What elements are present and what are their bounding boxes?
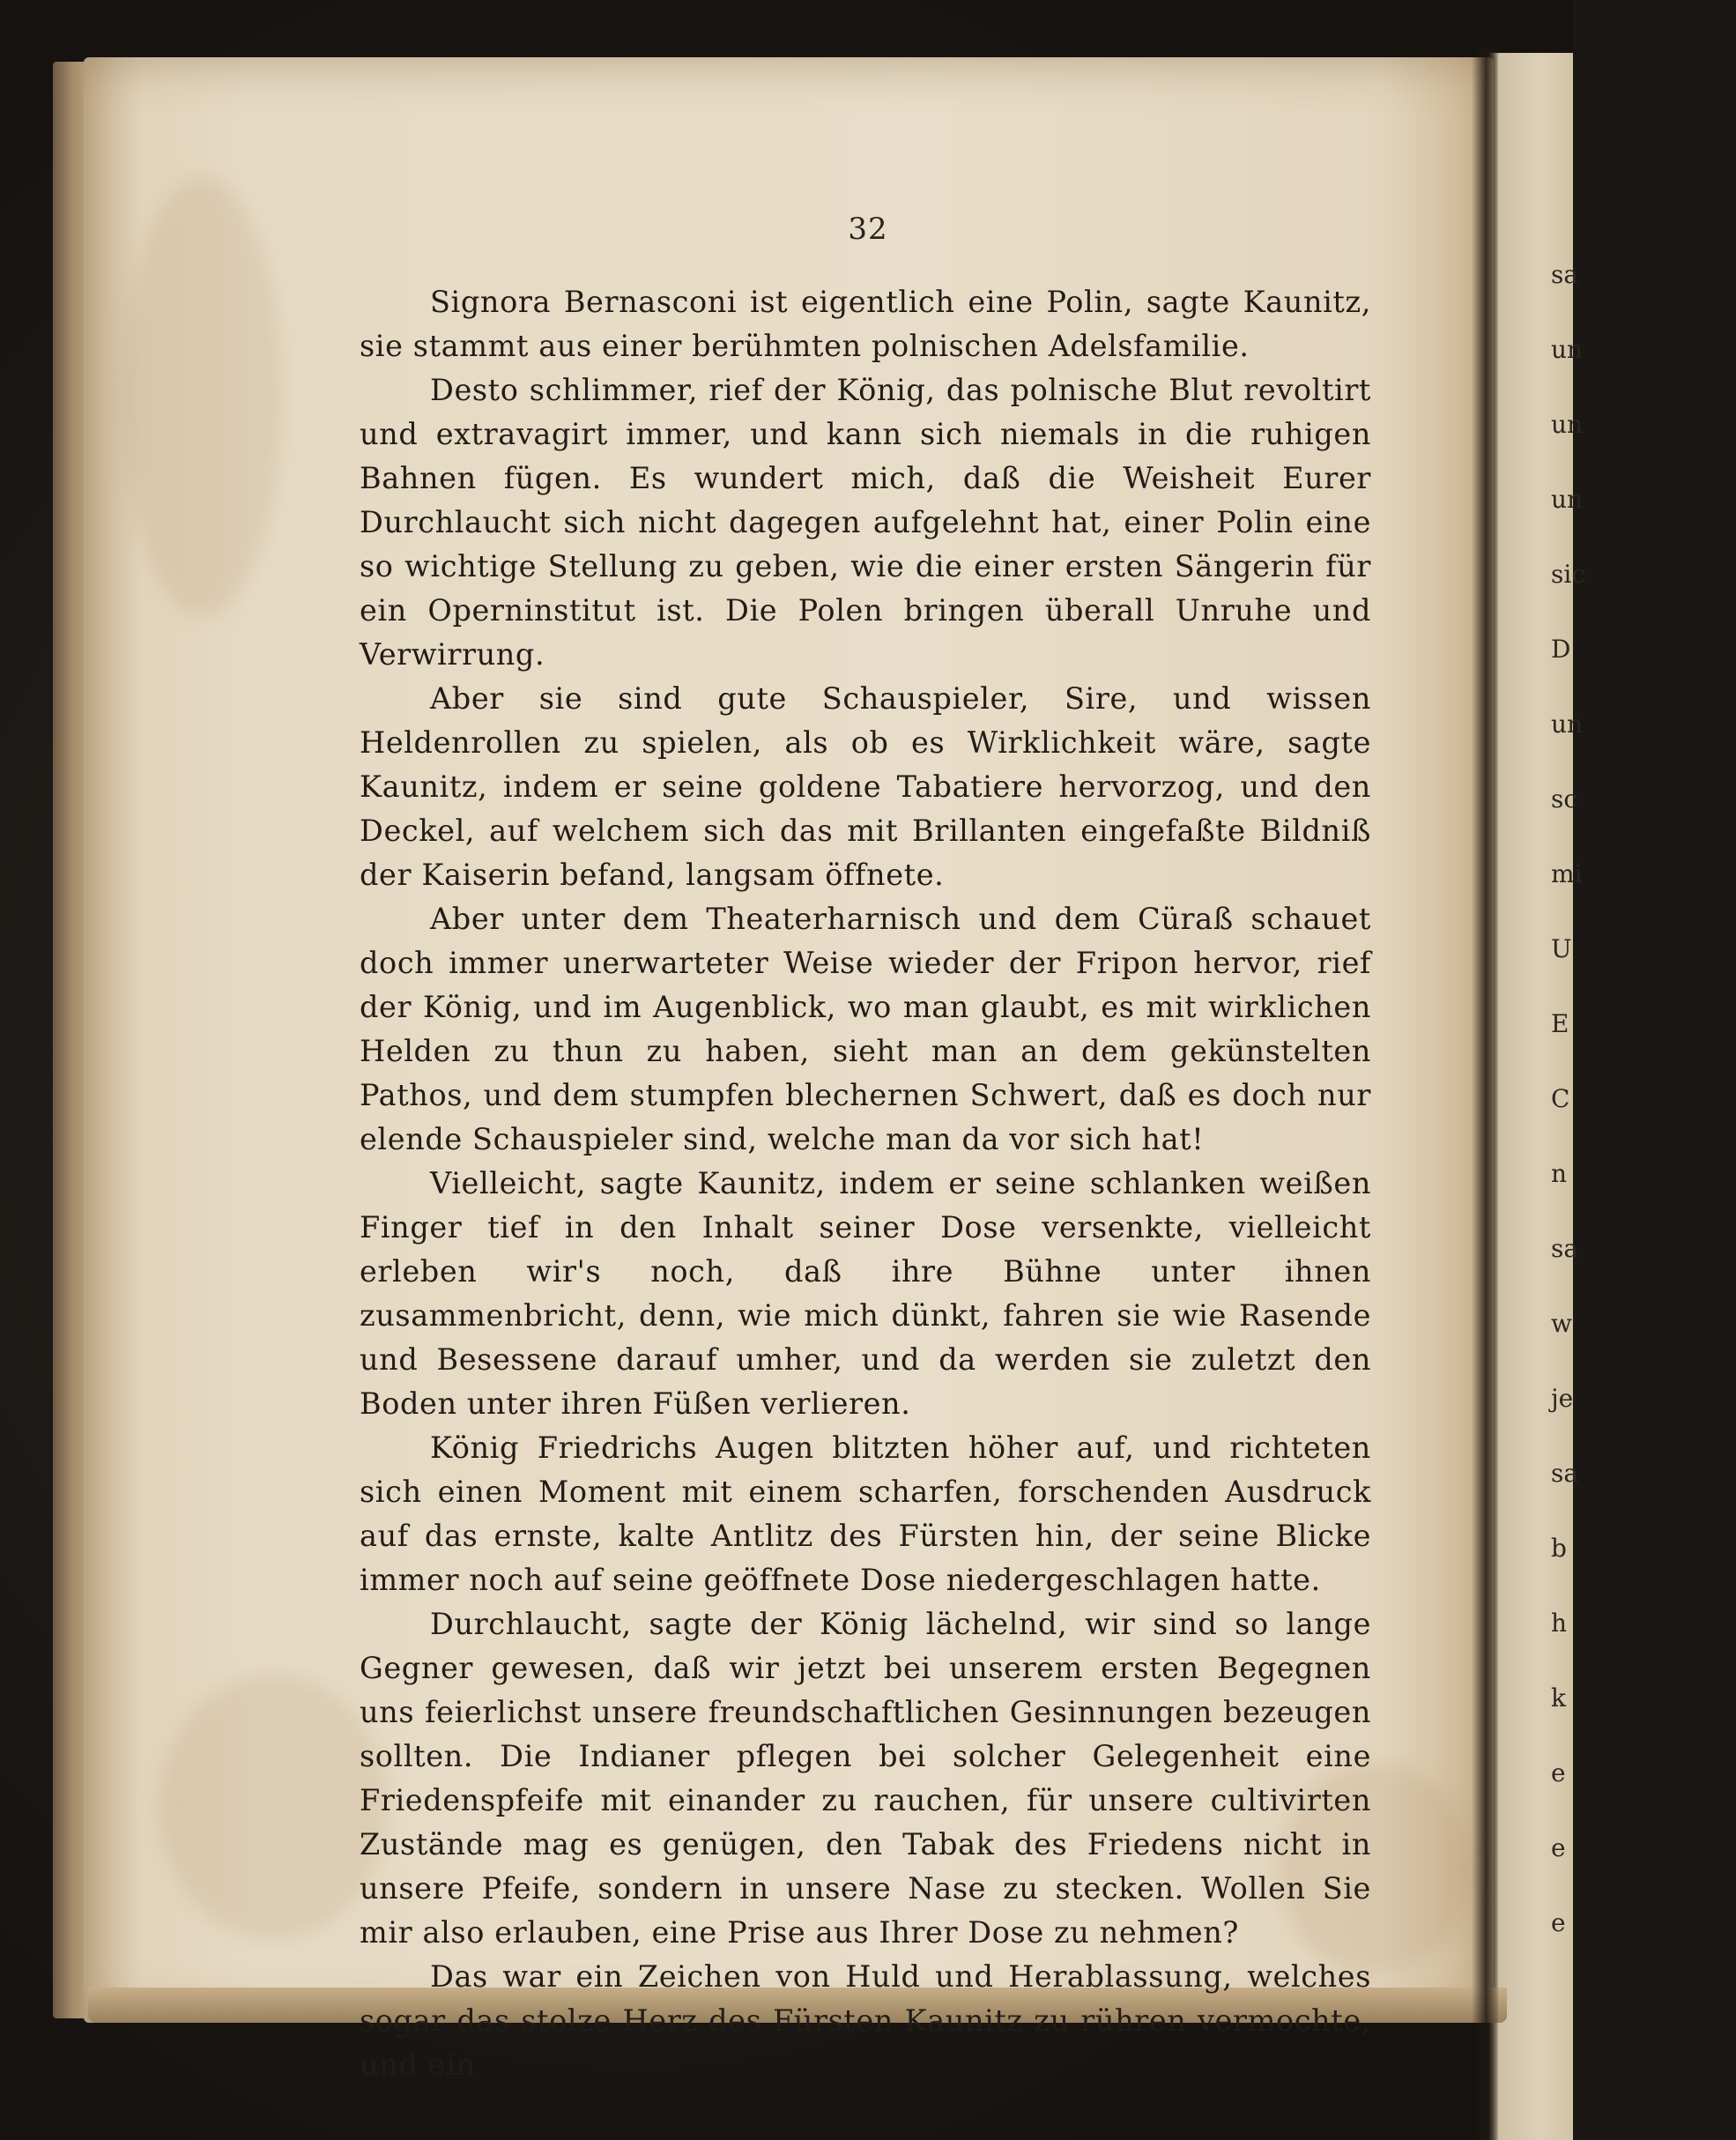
facing-page-fragment: un — [1551, 710, 1584, 739]
facing-page-fragment: D — [1551, 635, 1571, 664]
facing-page-fragment: sa — [1551, 1459, 1579, 1488]
facing-page-fragment: mi — [1551, 859, 1583, 888]
facing-page-fragment: n — [1551, 1159, 1568, 1188]
paragraph: Durchlaucht, sagte der König lächelnd, wir sind so lange Gegner gewesen, daß wir jetzt bei unserem ersten Begegnen uns feierlichst unsere freundschaftlichen Gesinnungen bezeugen sollten. Die Indianer pflegen bei solcher Gelegenheit eine Friedenspfeife mit einander zu rauchen, für unsere cultivirten Zustände mag es genügen, den Tabak des Friedens nicht in unsere Pfeife, sondern in unsere Nase zu stecken. Wollen Sie mir also erlauben, eine Prise aus Ihrer Dose zu nehmen? — [360, 1607, 1371, 1950]
facing-page-fragment: U — [1551, 934, 1572, 963]
facing-page-fragment: k — [1551, 1683, 1566, 1713]
facing-page-fragment: un — [1551, 410, 1584, 439]
paragraph: Desto schlimmer, rief der König, das polnische Blut revoltirt und extravagirt immer, und kann sich niemals in die ruhigen Bahnen fügen. Es wundert mich, daß die Weisheit Eurer Durchlaucht sich nicht dagegen aufgelehnt hat, einer Polin eine so wichtige Stellung zu geben, wie die einer ersten Sängerin für ein Operninstitut ist. Die Polen bringen überall Unruhe und Verwirrung. — [360, 373, 1371, 672]
facing-page-fragment: je — [1551, 1384, 1574, 1413]
facing-page-fragment: sa — [1551, 1234, 1579, 1263]
paragraph: Vielleicht, sagte Kaunitz, indem er seine schlanken weißen Finger tief in den Inhalt seiner Dose versenkte, vielleicht erleben wir's noch, daß ihre Bühne unter ihnen zusammenbricht, denn, wie mich dünkt, fahren sie wie Rasende und Besessene darauf umher, und da werden sie zuletzt den Boden unter ihren Füßen verlieren. — [360, 1166, 1371, 1421]
facing-page-fragment: w — [1551, 1309, 1572, 1338]
facing-page-fragment: sc — [1551, 784, 1578, 814]
facing-page-fragment: e — [1551, 1908, 1566, 1937]
paragraph: Aber sie sind gute Schauspieler, Sire, und wissen Heldenrollen zu spielen, als ob es Wirklichkeit wäre, sagte Kaunitz, indem er seine goldene Tabatiere hervorzog, und den Deckel, auf welchem sich das mit Brillanten eingefaßte Bildniß der Kaiserin befand, langsam öffnete. — [360, 681, 1371, 892]
facing-page-fragment: h — [1551, 1609, 1568, 1638]
paper-stain — [159, 1675, 388, 1939]
facing-page-fragment: un — [1551, 485, 1584, 514]
facing-page-fragment: b — [1551, 1534, 1567, 1563]
page-body-text — [360, 280, 1371, 2087]
facing-page-fragment: e — [1551, 1833, 1566, 1862]
facing-page-fragment: e — [1551, 1758, 1566, 1787]
facing-page-fragment: C — [1551, 1084, 1570, 1113]
facing-page-fragment: E — [1551, 1009, 1569, 1038]
facing-page-fragment: un — [1551, 335, 1584, 364]
paragraph: König Friedrichs Augen blitzten höher auf, und richteten sich einen Moment mit einem scharfen, forschenden Ausdruck auf das ernste, kalte Antlitz des Fürsten hin, der seine Blicke immer noch auf seine geöffnete Dose niedergeschlagen hatte. — [360, 1430, 1371, 1597]
paragraph: Das war ein Zeichen von Huld und Herablassung, welches sogar das stolze Herz des Fürsten Kaunitz zu rühren vermochte, und ein — [360, 1959, 1371, 2082]
facing-page-fragment: sic — [1551, 560, 1586, 589]
paragraph: Signora Bernasconi ist eigentlich eine Polin, sagte Kaunitz, sie stammt aus einer berühmten polnischen Adelsfamilie. — [360, 285, 1371, 363]
book-gutter — [1472, 48, 1498, 2140]
paragraph: Aber unter dem Theaterharnisch und dem Cüraß schauet doch immer unerwarteter Weise wieder der Fripon hervor, rief der König, und im Augenblick, wo man glaubt, es mit wirklichen Helden zu thun zu haben, sieht man an dem gekünstelten Pathos, und dem stumpfen blechernen Schwert, daß es doch nur elende Schauspieler sind, welche man da vor sich hat! — [360, 902, 1371, 1156]
facing-page-fragment: sa — [1551, 260, 1579, 289]
page-number: 32 — [848, 212, 888, 247]
